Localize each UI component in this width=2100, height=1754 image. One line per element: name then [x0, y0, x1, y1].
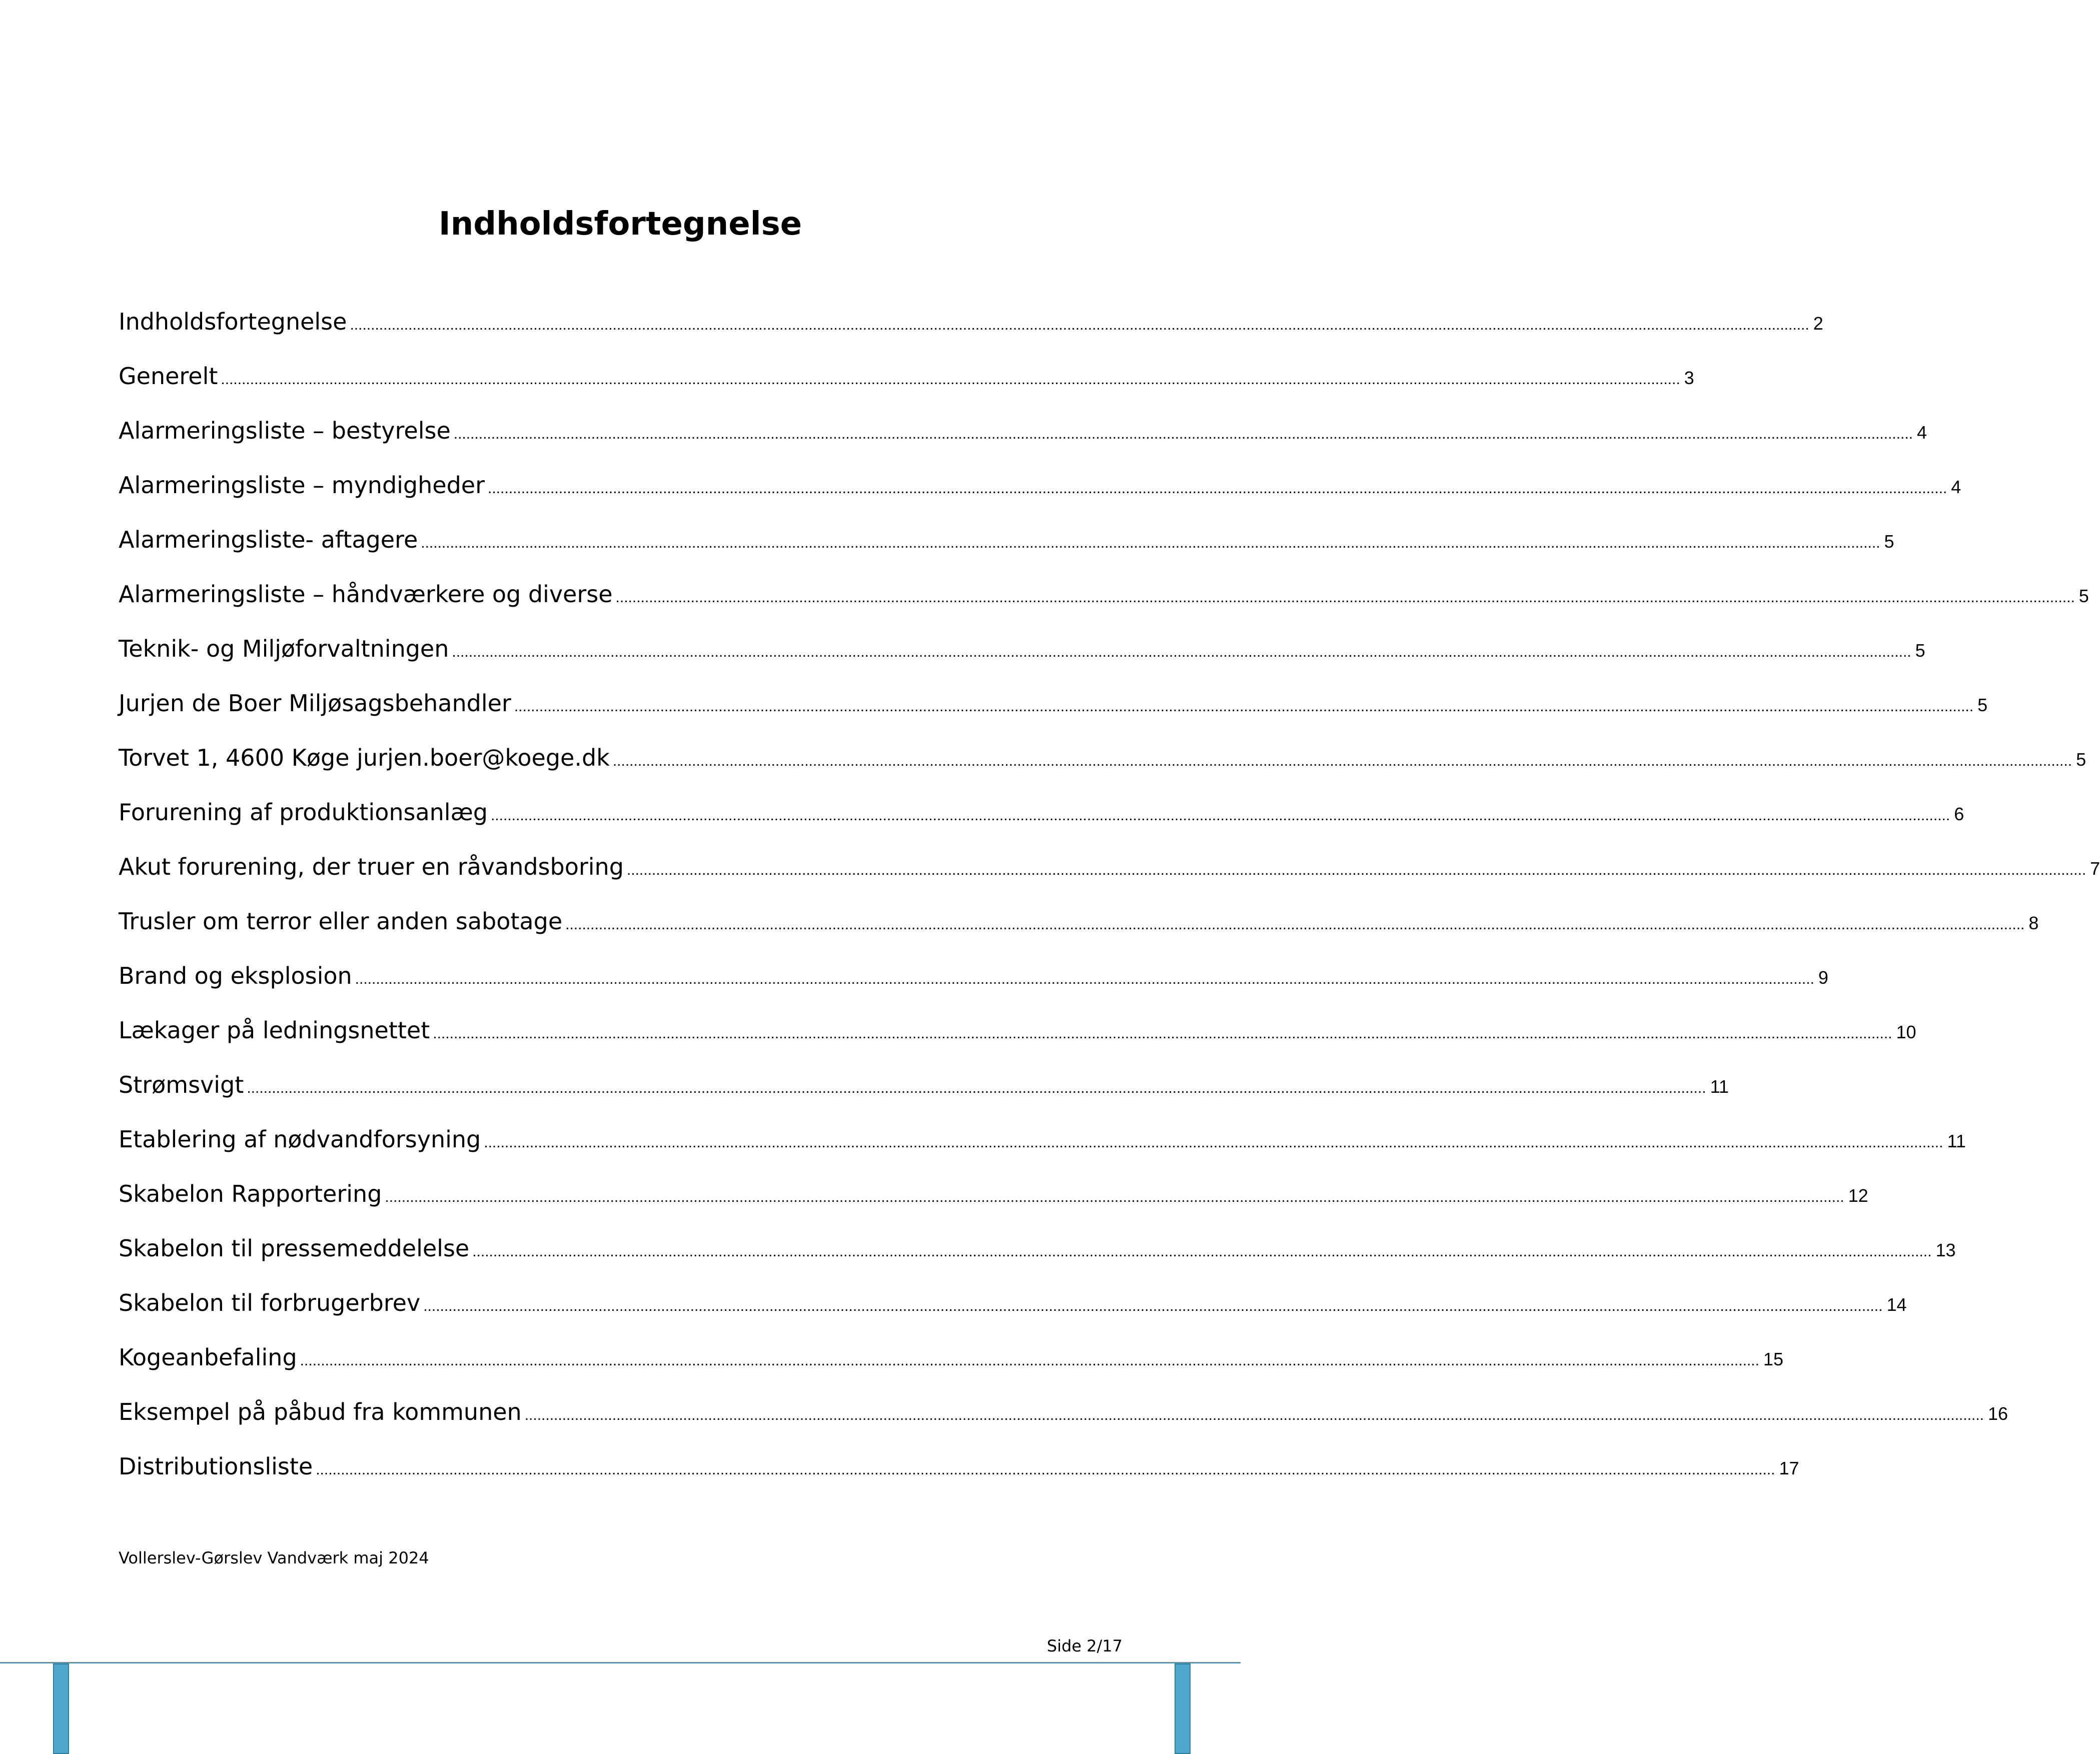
- toc-entry-page: 5: [1884, 531, 1894, 552]
- toc-entry-page: 3: [1684, 368, 1694, 388]
- toc-entry-page: 7: [2090, 858, 2100, 879]
- toc-dot-leader: ..............................................................................................................................................................................................................................................................................................................................................................: [221, 371, 1680, 388]
- toc-entry-page: 2: [1813, 313, 1823, 334]
- toc-entry-page: 5: [1915, 640, 1925, 661]
- toc-dot-leader: ..............................................................................................................................................................................................................................................................................................................................................................: [350, 317, 1809, 333]
- toc-dot-leader: ..............................................................................................................................................................................................................................................................................................................................................................: [615, 589, 2075, 606]
- toc-entry[interactable]: [119, 356, 1694, 396]
- toc-entry[interactable]: [119, 574, 2089, 614]
- toc-entry-label: Torvet 1, 4600 Køge jurjen.boer@koege.dk: [119, 744, 610, 771]
- toc-entry[interactable]: [119, 1337, 1783, 1377]
- toc-entry-page: 5: [1977, 695, 1988, 715]
- toc-dot-leader: ..............................................................................................................................................................................................................................................................................................................................................................: [316, 1461, 1775, 1478]
- toc-entry[interactable]: [119, 1010, 1916, 1050]
- toc-entry[interactable]: [119, 1392, 2008, 1432]
- toc-entry-label: Indholdsfortegnelse: [119, 308, 347, 335]
- toc-dot-leader: ..............................................................................................................................................................................................................................................................................................................................................................: [484, 1134, 1943, 1151]
- toc-dot-leader: ..............................................................................................................................................................................................................................................................................................................................................................: [423, 1298, 1883, 1314]
- toc-dot-leader: ..............................................................................................................................................................................................................................................................................................................................................................: [626, 862, 2086, 878]
- toc-dot-leader: ..............................................................................................................................................................................................................................................................................................................................................................: [452, 644, 1911, 660]
- toc-entry-label: Alarmeringsliste- aftagere: [119, 526, 418, 553]
- toc-entry-page: 4: [1917, 422, 1927, 443]
- toc-entry-label: Alarmeringsliste – bestyrelse: [119, 417, 451, 444]
- toc-entry-label: Eksempel på påbud fra kommunen: [119, 1398, 522, 1425]
- toc-entry-page: 17: [1779, 1458, 1799, 1478]
- toc-entry-page: 15: [1763, 1349, 1783, 1369]
- toc-dot-leader: ..............................................................................................................................................................................................................................................................................................................................................................: [488, 480, 1947, 497]
- toc-dot-leader: ..............................................................................................................................................................................................................................................................................................................................................................: [565, 916, 2025, 933]
- toc-entry[interactable]: [119, 1119, 1966, 1159]
- toc-dot-leader: ..............................................................................................................................................................................................................................................................................................................................................................: [300, 1352, 1759, 1369]
- toc-entry-label: Alarmeringsliste – myndigheder: [119, 472, 485, 499]
- toc-entry-label: Lækager på ledningsnettet: [119, 1017, 430, 1044]
- page-title: Indholdsfortegnelse: [438, 206, 802, 243]
- toc-entry-label: Etablering af nødvandforsyning: [119, 1126, 481, 1153]
- toc-entry-label: Jurjen de Boer Miljøsagsbehandler: [119, 690, 511, 717]
- toc-entry-page: 11: [1710, 1076, 1729, 1097]
- toc-entry[interactable]: [119, 956, 1828, 996]
- toc-dot-leader: ..............................................................................................................................................................................................................................................................................................................................................................: [433, 1025, 1892, 1042]
- toc-dot-leader: ..............................................................................................................................................................................................................................................................................................................................................................: [472, 1243, 1932, 1260]
- toc-entry-page: 13: [1935, 1240, 1956, 1260]
- toc-entry[interactable]: [119, 629, 1925, 669]
- toc-entry-page: 5: [2076, 749, 2086, 770]
- toc-entry-page: 6: [1954, 804, 1964, 824]
- toc-entry-label: Generelt: [119, 363, 218, 390]
- toc-entry-label: Skabelon til forbrugerbrev: [119, 1289, 421, 1316]
- toc-entry-page: 11: [1947, 1131, 1966, 1151]
- toc-entry-label: Akut forurening, der truer en råvandsboring: [119, 853, 624, 880]
- toc-entry[interactable]: [119, 738, 2086, 778]
- toc-entry[interactable]: [119, 792, 1964, 832]
- toc-entry[interactable]: [119, 465, 1961, 505]
- toc-dot-leader: ..............................................................................................................................................................................................................................................................................................................................................................: [247, 1080, 1706, 1096]
- toc-entry[interactable]: [119, 1065, 1729, 1105]
- toc-dot-leader: ..............................................................................................................................................................................................................................................................................................................................................................: [421, 535, 1880, 551]
- page-number: Side 2/17: [1046, 1636, 1123, 1655]
- toc-entry-page: 14: [1886, 1294, 1907, 1315]
- toc-entry[interactable]: [119, 1174, 1868, 1214]
- toc-entry-label: Distributionsliste: [119, 1453, 313, 1480]
- toc-dot-leader: ..............................................................................................................................................................................................................................................................................................................................................................: [355, 971, 1814, 987]
- toc-dot-leader: ..............................................................................................................................................................................................................................................................................................................................................................: [612, 753, 2072, 769]
- toc-dot-leader: ..............................................................................................................................................................................................................................................................................................................................................................: [524, 1407, 1984, 1423]
- toc-entry[interactable]: [119, 683, 1988, 723]
- toc-entry[interactable]: [119, 411, 1927, 451]
- toc-entry[interactable]: [119, 1283, 1907, 1323]
- toc-entry-label: Strømsvigt: [119, 1071, 244, 1098]
- footer-accent-bar-right: [1175, 1663, 1191, 1754]
- toc-entry-label: Kogeanbefaling: [119, 1344, 297, 1371]
- toc-dot-leader: ..............................................................................................................................................................................................................................................................................................................................................................: [385, 1189, 1844, 1205]
- toc-entry-page: 5: [2078, 586, 2089, 606]
- toc-entry-label: Forurening af produktionsanlæg: [119, 799, 488, 826]
- document-footer-text: Vollerslev-Gørslev Vandværk maj 2024: [119, 1548, 429, 1567]
- toc-entry-label: Brand og eksplosion: [119, 962, 352, 989]
- toc-entry-label: Skabelon Rapportering: [119, 1180, 382, 1207]
- toc-entry-label: Trusler om terror eller anden sabotage: [119, 908, 563, 935]
- toc-entry-page: 10: [1896, 1022, 1916, 1042]
- toc-entry-label: Skabelon til pressemeddelelse: [119, 1235, 470, 1262]
- toc-entry-page: 16: [1987, 1403, 2008, 1424]
- toc-entry-page: 12: [1848, 1185, 1868, 1206]
- toc-entry[interactable]: [119, 847, 2100, 887]
- toc-entry-label: Teknik- og Miljøforvaltningen: [119, 635, 449, 662]
- toc-entry[interactable]: [119, 901, 2039, 941]
- toc-dot-leader: ..............................................................................................................................................................................................................................................................................................................................................................: [453, 426, 1913, 442]
- toc-entry-page: 9: [1818, 967, 1828, 988]
- toc-entry[interactable]: [119, 1228, 1956, 1268]
- toc-entry[interactable]: [119, 1446, 1799, 1486]
- footer-accent-bar-left: [53, 1663, 69, 1754]
- toc-entry[interactable]: [119, 520, 1894, 560]
- toc-dot-leader: ..............................................................................................................................................................................................................................................................................................................................................................: [490, 807, 1950, 824]
- toc-entry[interactable]: [119, 302, 1823, 342]
- toc-entry-label: Alarmeringsliste – håndværkere og diverse: [119, 581, 613, 608]
- footer-divider: [0, 1662, 1241, 1663]
- toc-dot-leader: ..............................................................................................................................................................................................................................................................................................................................................................: [514, 698, 1974, 715]
- toc-entry-page: 8: [2028, 913, 2039, 933]
- toc-entry-page: 4: [1951, 477, 1961, 497]
